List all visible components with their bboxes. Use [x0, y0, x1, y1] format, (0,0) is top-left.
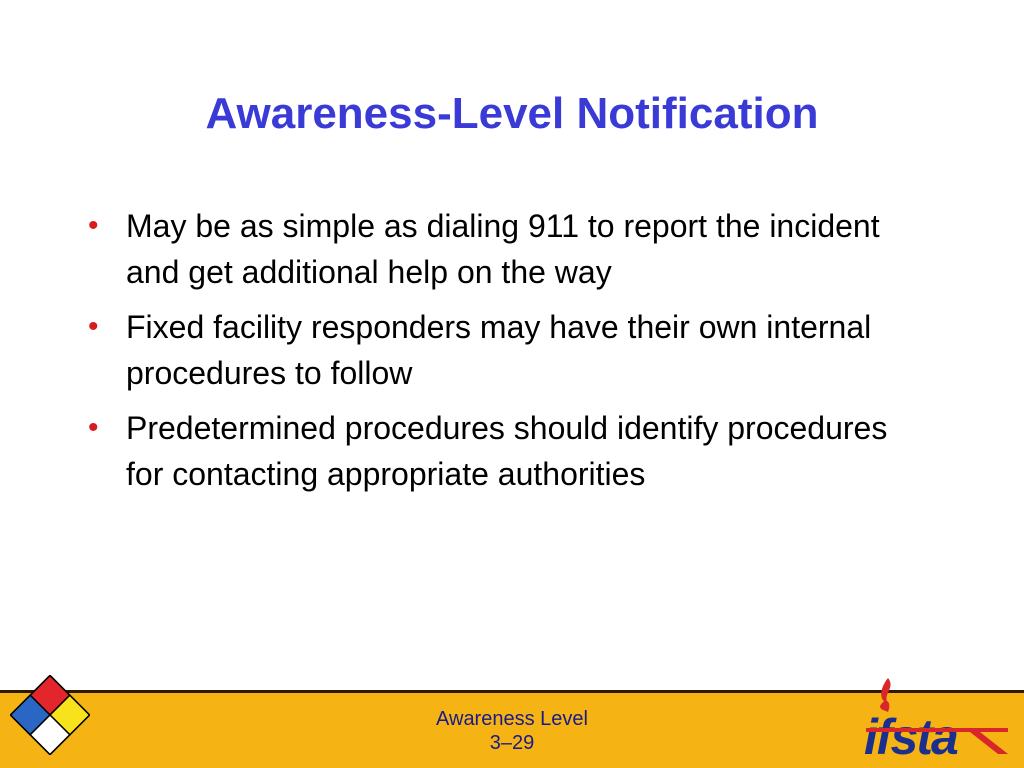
bullet-marker-icon: • — [88, 411, 99, 444]
ifsta-logo-icon — [858, 672, 1018, 762]
bullet-list — [86, 203, 906, 506]
bullet-item — [86, 304, 906, 396]
slide-title: Awareness-Level Notification — [205, 89, 819, 138]
footer-page-number: 3–29 — [489, 732, 535, 754]
footer-caption — [362, 707, 662, 755]
bullet-marker-icon: • — [88, 209, 99, 242]
footer-section-label: Awareness Level — [436, 708, 588, 730]
logo-wordmark: ifsta — [864, 709, 957, 762]
bullet-marker-icon: • — [88, 310, 99, 343]
bullet-text: Predetermined procedures should identify procedures for contacting appropriate authorities — [126, 410, 888, 492]
bullet-text: May be as simple as dialing 911 to report the incident and get additional help on the way — [126, 208, 880, 290]
bullet-item — [86, 405, 906, 497]
bullet-text: Fixed facility responders may have their own internal procedures to follow — [126, 309, 872, 391]
bullet-item — [86, 203, 906, 295]
nfpa-hazard-diamond-icon — [10, 675, 90, 755]
